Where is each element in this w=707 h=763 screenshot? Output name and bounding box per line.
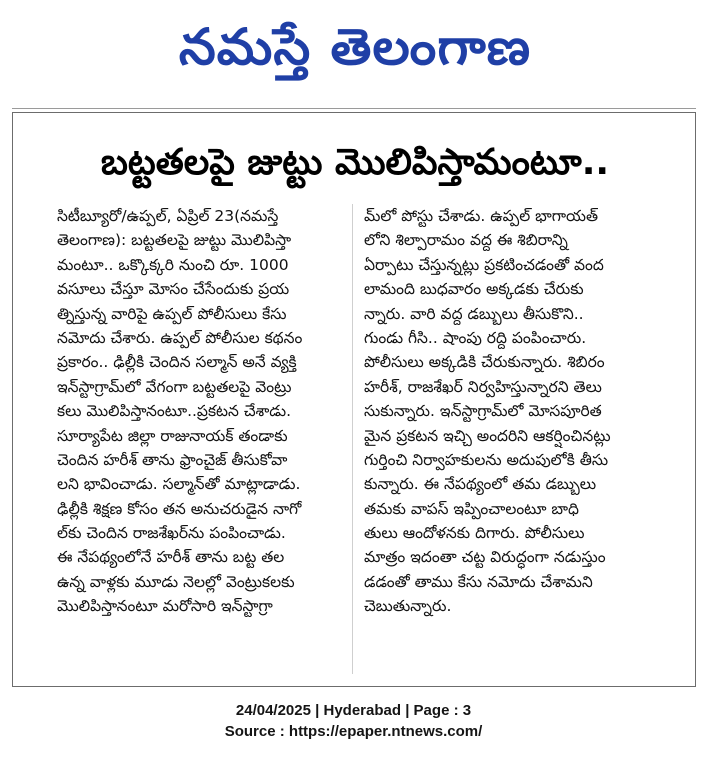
article-text-line: నమోదు చేశారు. ఉప్పల్ పోలీసుల కథనం: [57, 328, 303, 347]
article-text-line: తమకు వాపస్ ఇప్పించాలంటూ బాధి: [364, 499, 579, 518]
article-text-line: మ్‌లో పోస్టు చేశాడు. ఉప్పల్ భాగాయత్: [364, 207, 599, 225]
article-text-line: లోని శిల్పారామం వద్ద ఈ శిబిరాన్ని: [364, 231, 568, 250]
article-text-line: డడంతో తాము కేసు నమోదు చేశామని: [364, 572, 593, 591]
article-text-line: ఏర్పాటు చేస్తున్నట్లు ప్రకటించడంతో వంద: [364, 255, 604, 274]
article-headline: బట్టతలపై జుట్టు మొలిపిస్తామంటూ..: [100, 142, 610, 183]
article-text-line: మాత్రం ఇదంతా చట్ట విరుద్ధంగా నడుస్తుం: [364, 548, 606, 567]
article-text-line: సిటీబ్యూరో/ఉప్పల్, ఏప్రిల్ 23(నమస్తే: [57, 207, 279, 225]
article-text-line: ఇన్‌స్టాగ్రామ్‌లో వేగంగా బట్టతలపై వెంట్రు: [57, 377, 292, 396]
article-text-line: పోలీసులు అక్కడికి చేరుకున్నారు. శిబిరం: [364, 353, 605, 372]
masthead-logo: నమస్తే తెలంగాణ: [178, 18, 532, 76]
article-column-right: [364, 204, 648, 619]
article-text-line: తులు ఆందోళనకు దిగారు. పోలీసులు: [364, 524, 585, 543]
column-divider: [352, 204, 353, 674]
article-text-line: ఢిల్లీకి శిక్షణ కోసం తన అనుచరుడైన నాగో: [57, 499, 302, 518]
article-text-line: మంటూ.. ఒక్కొక్కరి నుంచి రూ. 1000: [57, 255, 289, 274]
article-text-line: గుండు గీసి.. షాంపు రద్ది పంపించారు.: [364, 328, 587, 347]
article-text-line: ఉన్న వాళ్లకు మూడు నెలల్లో వెంట్రుకలకు: [57, 572, 295, 591]
article-text-line: త్నిస్తున్న వారిపై ఉప్పల్ పోలీసులు కేసు: [57, 304, 287, 323]
footer-source: Source : https://epaper.ntnews.com/: [224, 723, 483, 740]
article-text-line: ల్‌కు చెందిన రాజశేఖర్‌ను పంపించాడు.: [57, 524, 286, 543]
article-text-line: హరీశ్, రాజశేఖర్ నిర్వహిస్తున్నారని తెలు: [364, 377, 602, 396]
article-text-line: తెలంగాణ): బట్టతలపై జుట్టు మొలిపిస్తా: [57, 231, 292, 250]
footer-date-location: 24/04/2025 | Hyderabad | Page : 3: [235, 702, 472, 719]
article-text-line: మొలిపిస్తానంటూ మరోసారి ఇన్‌స్టాగ్రా: [57, 597, 273, 616]
article-text-line: సూర్యాపేట జిల్లా రాజునాయక్ తండాకు: [57, 426, 288, 445]
article-text-line: ఈ నేపథ్యంలోనే హరీశ్ తాను బట్ట తల: [57, 548, 285, 567]
article-text-line: మైన ప్రకటన ఇచ్చి అందరిని ఆకర్షించినట్లు: [364, 426, 611, 445]
article-text-line: కున్నారు. ఈ నేపథ్యంలో తమ డబ్బులు: [364, 475, 597, 494]
article-text-line: లామంది బుధవారం అక్కడకు చేరుకు: [364, 280, 584, 299]
article-text-line: కలు మొలిపిస్తానంటూ..ప్రకటన చేశాడు.: [57, 402, 292, 421]
masthead-divider: [12, 108, 696, 109]
article-text-line: సుకున్నారు. ఇన్‌స్టాగ్రామ్‌లో మోసపూరిత: [364, 402, 602, 421]
article-text-line: ప్రకారం.. ఢిల్లీకి చెందిన సల్మాన్ అనే వ్యక్తి: [57, 353, 297, 372]
article-text-line: చెందిన హరీశ్ తాను ఫ్రాంచైజ్ తీసుకోవా: [57, 450, 288, 469]
article-text-line: గుర్తించి నిర్వాహకులను అదుపులోకి తీసు: [364, 450, 609, 469]
article-text-line: వసూలు చేస్తూ మోసం చేసేందుకు ప్రయ: [57, 280, 290, 299]
article-text-line: లని భావించాడు. సల్మాన్‌తో మాట్లాడాడు.: [57, 475, 301, 494]
article-text-line: న్నారు. వారి వద్ద డబ్బులు తీసుకొని..: [364, 304, 584, 323]
article-column-left: [57, 204, 341, 619]
article-text-line: చెబుతున్నారు.: [364, 597, 452, 616]
